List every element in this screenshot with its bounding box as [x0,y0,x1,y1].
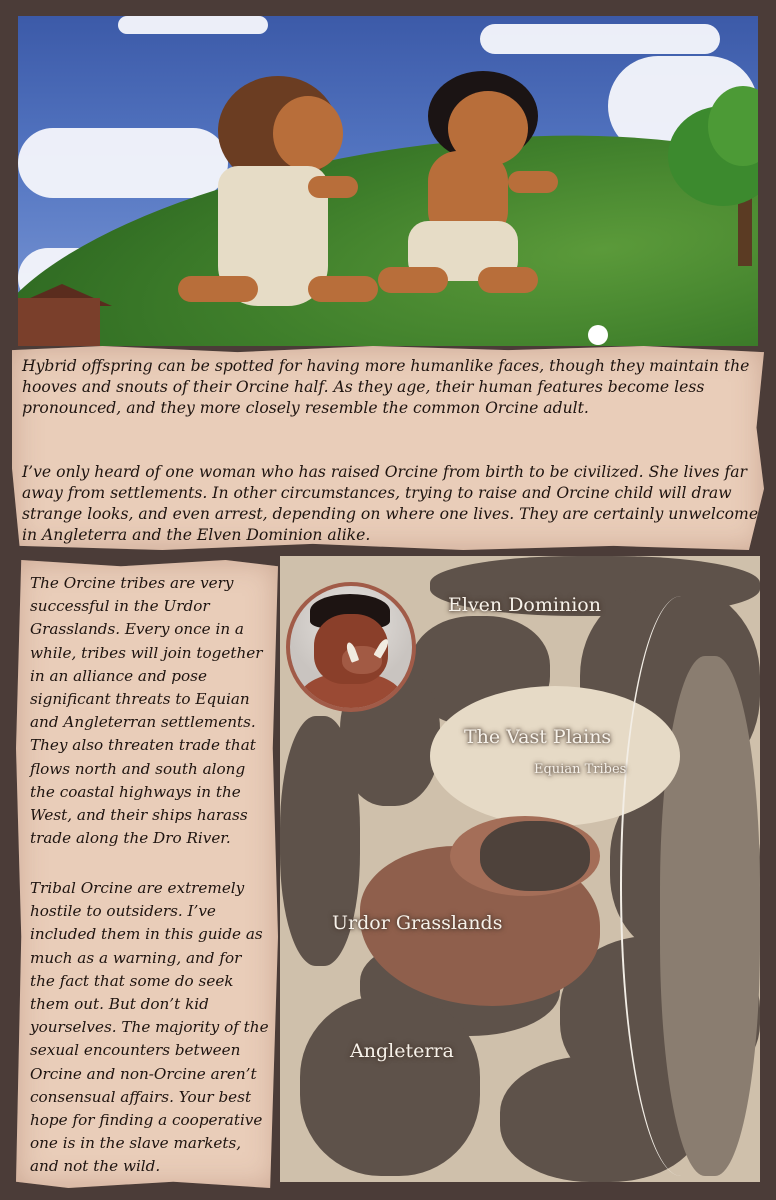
boy-arm [508,171,558,193]
map-label-angleterra: Angleterra [350,1040,454,1062]
forest [480,821,590,891]
map-label-urdor-grasslands: Urdor Grasslands [332,912,503,934]
flower [591,328,605,342]
girl-leg [308,276,378,302]
intro-paragraph-2: I’ve only heard of one woman who has raised Orcine from birth to be civilized. She lives far away from settlements. In other circumstances, trying to raise and Orcine child will draw strange looks, and even arrest, depending on where one lives. They are certainly unwelcome in Angleterra and the Elven Dominion alike. [22,463,759,544]
sidebar-paragraph-1: The Orcine tribes are very successful in the Urdor Grasslands. Every once in a while, tribes will join together in an alliance and pose significant threats to Equian and Angleterran settlements. They also threaten trade that flows north and south along the coastal highways in the West, and their ships harass trade along the Dro River. [30,574,263,848]
girl-leg [178,276,258,302]
girl-arm [308,176,358,198]
forest [300,996,480,1176]
map-label-equian-tribes: Equian Tribes [534,762,627,777]
boy-leg [378,267,448,293]
cloud [480,24,720,54]
girl-head [273,96,343,171]
cloud [18,128,228,198]
illustration-running-children [18,16,758,346]
cloud [118,16,268,34]
intro-paragraph-1: Hybrid offspring can be spotted for having more humanlike faces, though they maintain the hooves and snouts of their Orcine half. As they age, their human features become less pronounced, and they more closely resemble the common Orcine adult. [22,357,750,417]
orcine-portrait [286,582,416,712]
boy-leg [478,267,538,293]
region-map [280,556,760,1182]
cabin [18,298,100,346]
map-label-vast-plains: The Vast Plains [464,726,612,748]
map-label-elven-dominion: Elven Dominion [448,594,601,616]
sidebar-paragraph-2: Tribal Orcine are extremely hostile to outsiders. I’ve included them in this guide as much as a warning, and for the fact that some do seek them out. But don’t kid yourselves. The majority of the sexual encounters between Orcine and non-Orcine aren’t consensual affairs. Your best hope for finding a cooperative one is in the slave markets, and not the wild. [30,879,269,1176]
river [620,596,742,1176]
